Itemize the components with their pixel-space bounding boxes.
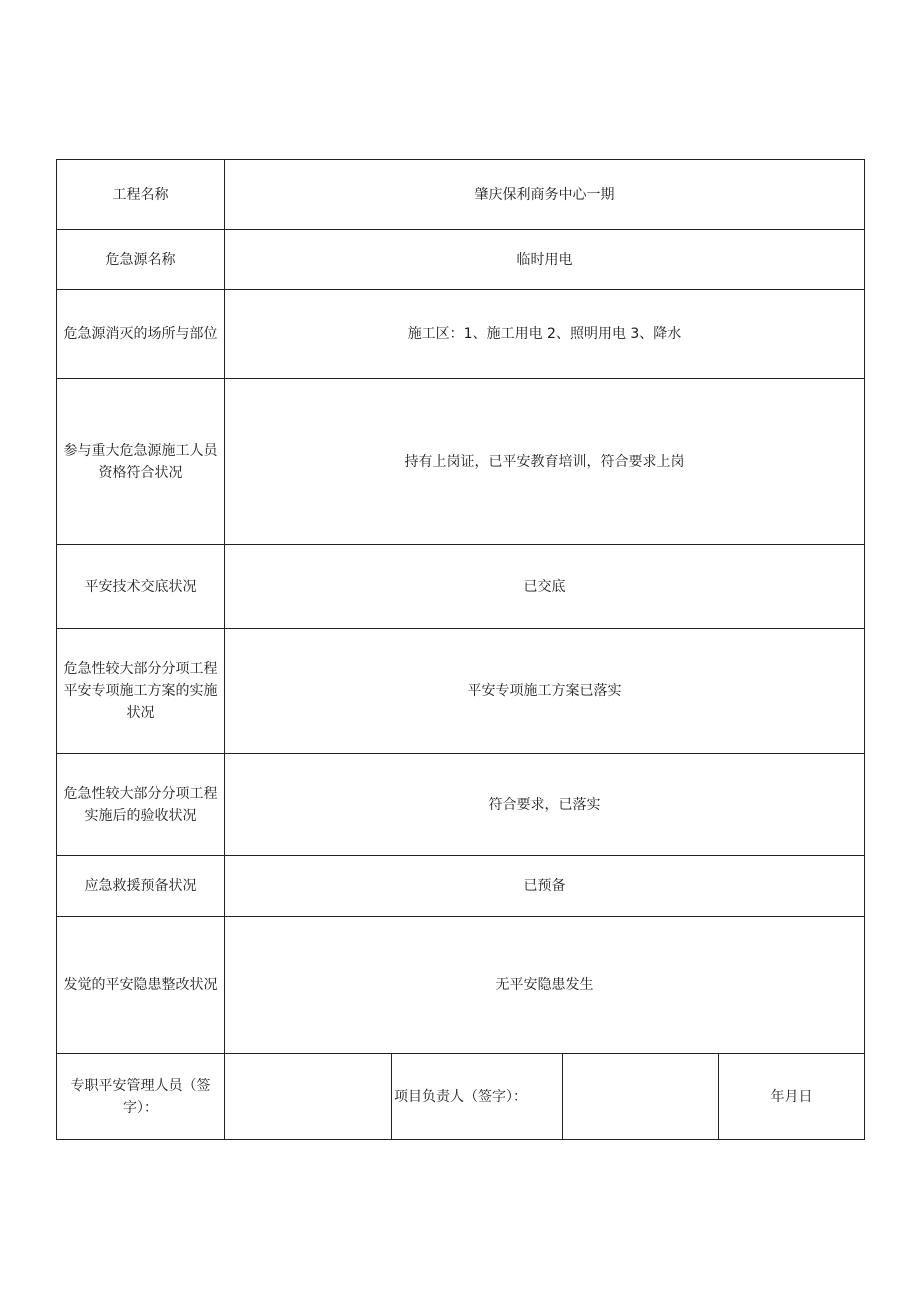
project-leader-signature-label: 项目负责人（签字）： <box>392 1054 563 1140</box>
row-value: 施工区：1、施工用电 2、照明用电 3、降水 <box>225 290 865 379</box>
row-value: 临时用电 <box>225 230 865 290</box>
safety-manager-signature-field[interactable] <box>225 1054 392 1140</box>
row-value: 符合要求，已落实 <box>225 754 865 856</box>
project-leader-signature-field[interactable] <box>563 1054 719 1140</box>
row-value: 已交底 <box>225 545 865 629</box>
row-label: 工程名称 <box>57 160 225 230</box>
row-label: 参与重大危急源施工人员资格符合状况 <box>57 379 225 545</box>
row-hazard-name <box>57 230 865 290</box>
row-label: 应急救援预备状况 <box>57 856 225 917</box>
row-value: 无平安隐患发生 <box>225 917 865 1054</box>
row-project-name <box>57 160 865 230</box>
row-label: 发觉的平安隐患整改状况 <box>57 917 225 1054</box>
row-value: 肇庆保利商务中心一期 <box>225 160 865 230</box>
row-value: 已预备 <box>225 856 865 917</box>
row-hazard-rectification <box>57 917 865 1054</box>
row-emergency-prep <box>57 856 865 917</box>
row-hazard-location <box>57 290 865 379</box>
row-label: 危急源名称 <box>57 230 225 290</box>
row-label: 危急性较大部分分项工程实施后的验收状况 <box>57 754 225 856</box>
hazard-inspection-form <box>56 159 865 1140</box>
row-label: 危急源消灭的场所与部位 <box>57 290 225 379</box>
safety-manager-signature-label: 专职平安管理人员（签字）： <box>57 1054 225 1140</box>
row-label: 危急性较大部分分项工程平安专项施工方案的实施状况 <box>57 629 225 754</box>
row-label: 平安技术交底状况 <box>57 545 225 629</box>
row-acceptance <box>57 754 865 856</box>
row-technical-briefing <box>57 545 865 629</box>
row-value: 持有上岗证，已平安教育培训，符合要求上岗 <box>225 379 865 545</box>
row-value: 平安专项施工方案已落实 <box>225 629 865 754</box>
row-signatures <box>57 1054 865 1140</box>
date-field[interactable]: 年月日 <box>719 1054 865 1140</box>
row-personnel-qualification <box>57 379 865 545</box>
row-special-plan <box>57 629 865 754</box>
